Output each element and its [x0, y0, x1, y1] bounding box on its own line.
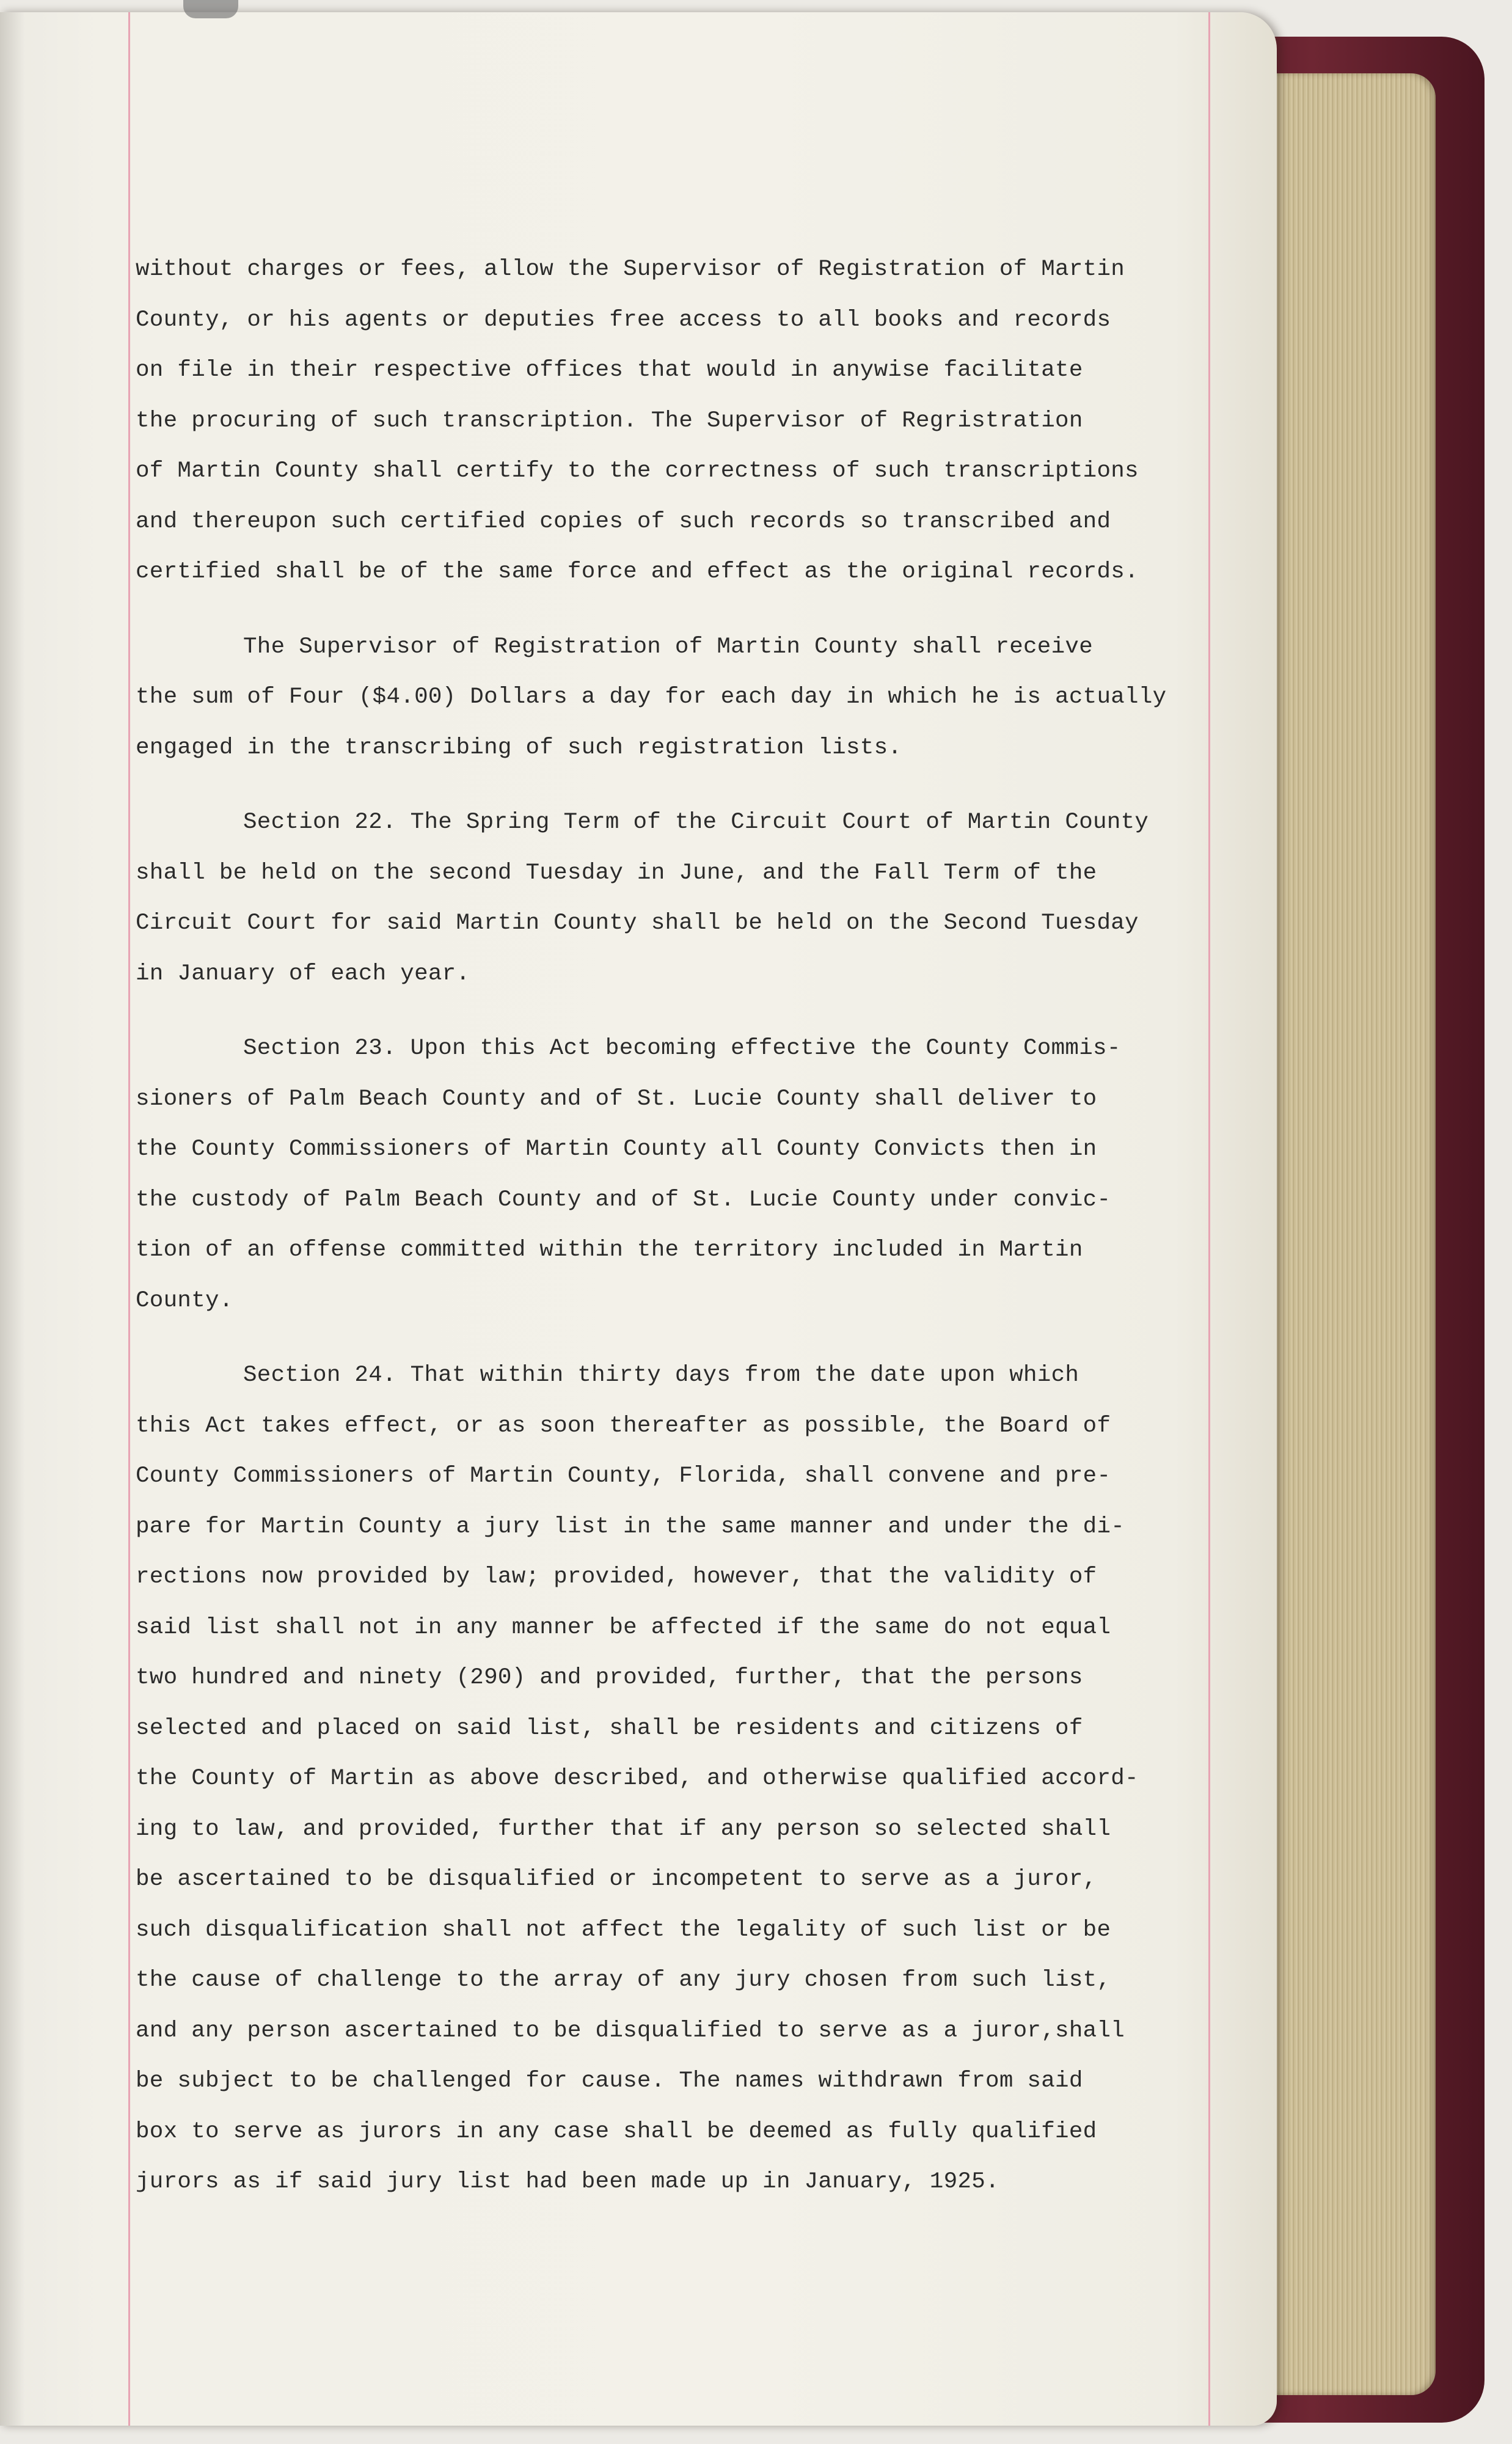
text-line: Section 23. Upon this Act becoming effective the County Commis-	[243, 1036, 1121, 1061]
paragraph-section-23	[136, 1023, 1235, 1326]
text-line: The Supervisor of Registration of Martin County shall receive	[243, 634, 1094, 660]
text-line: County, or his agents or deputies free access to all books and records	[136, 307, 1111, 333]
text-line: in January of each year.	[136, 960, 470, 987]
text-line: such disqualification shall not affect the legality of such list or be	[136, 1917, 1111, 1943]
paragraph-section-22	[136, 797, 1235, 999]
text-line: engaged in the transcribing of such registration lists.	[136, 734, 902, 761]
text-line: pare for Martin County a jury list in the same manner and under the di-	[136, 1513, 1125, 1540]
text-line: the cause of challenge to the array of any jury chosen from such list,	[136, 1967, 1111, 1993]
text-line: Section 22. The Spring Term of the Circuit Court of Martin County	[243, 810, 1149, 835]
text-line: the custody of Palm Beach County and of St. Lucie County under convic-	[136, 1187, 1111, 1213]
text-line: the procuring of such transcription. The Supervisor of Regristration	[136, 408, 1083, 434]
text-line: sioners of Palm Beach County and of St. Lucie County shall deliver to	[136, 1086, 1097, 1112]
text-line: be ascertained to be disqualified or incompetent to serve as a juror,	[136, 1867, 1097, 1892]
text-line: ing to law, and provided, further that if any person so selected shall	[136, 1816, 1111, 1842]
text-line: and thereupon such certified copies of such records so transcribed and	[136, 508, 1111, 535]
paragraph-section-24	[136, 1350, 1235, 2208]
text-line: County Commissioners of Martin County, Florida, shall convene and pre-	[136, 1463, 1111, 1489]
text-line: the sum of Four ($4.00) Dollars a day for each day in which he is actually	[136, 684, 1167, 710]
text-line: the County of Martin as above described, and otherwise qualified accord-	[136, 1766, 1139, 1791]
text-line: Section 24. That within thirty days from the date upon which	[243, 1363, 1079, 1388]
text-line: County.	[136, 1287, 233, 1314]
text-line: jurors as if said jury list had been made up in January, 1925.	[136, 2169, 999, 2195]
text-line: without charges or fees, allow the Supervisor of Registration of Martin	[136, 257, 1125, 282]
text-line: certified shall be of the same force and effect as the original records.	[136, 559, 1139, 585]
paragraph-2	[136, 622, 1235, 774]
text-line: selected and placed on said list, shall be residents and citizens of	[136, 1715, 1083, 1741]
text-line: Circuit Court for said Martin County shall be held on the Second Tuesday	[136, 910, 1139, 936]
binding-clip	[183, 0, 238, 18]
text-line: the County Commissioners of Martin County all County Convicts then in	[136, 1136, 1097, 1162]
text-line: of Martin County shall certify to the correctness of such transcriptions	[136, 458, 1139, 484]
text-line: said list shall not in any manner be affected if the same do not equal	[136, 1614, 1111, 1641]
left-margin-rule	[128, 12, 130, 2426]
paragraph-1	[136, 244, 1235, 598]
text-line: be subject to be challenged for cause. The names withdrawn from said	[136, 2068, 1083, 2094]
text-line: shall be held on the second Tuesday in June, and the Fall Term of the	[136, 860, 1097, 886]
text-line: this Act takes effect, or as soon thereafter as possible, the Board of	[136, 1413, 1111, 1439]
text-line: and any person ascertained to be disqualified to serve as a juror,shall	[136, 2018, 1125, 2044]
text-line: two hundred and ninety (290) and provided, further, that the persons	[136, 1665, 1083, 1691]
text-line: tion of an offense committed within the territory included in Martin	[136, 1237, 1083, 1263]
text-line: rections now provided by law; provided, however, that the validity of	[136, 1564, 1097, 1590]
text-line: box to serve as jurors in any case shall be deemed as fully qualified	[136, 2118, 1097, 2145]
page-gutter-shadow	[0, 12, 24, 2426]
typed-text-block	[136, 244, 1235, 2230]
text-line: on file in their respective offices that would in anywise facilitate	[136, 357, 1083, 383]
